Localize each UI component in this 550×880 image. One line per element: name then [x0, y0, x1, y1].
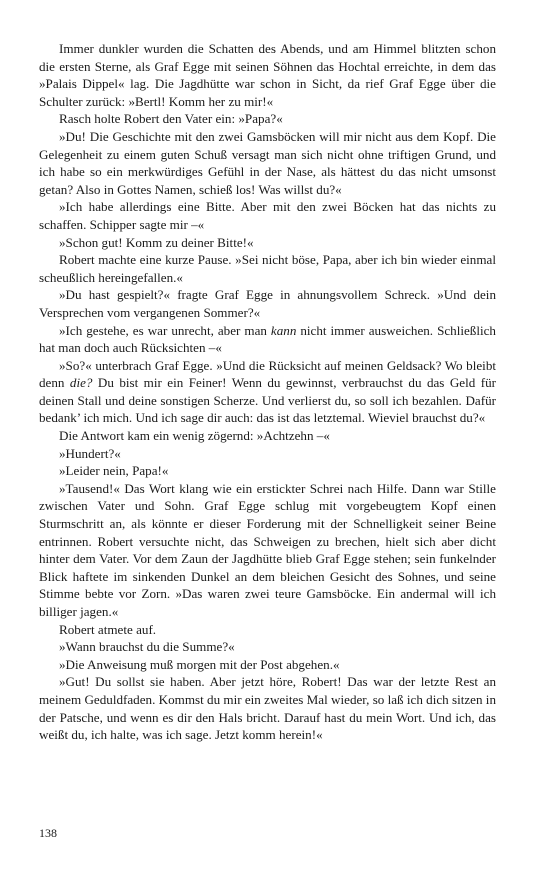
text-run: Du bist mir ein Feiner! Wenn du gewinnst, verbrauchst du das Geld für deinen Stall und deine sonstigen Scherze. Und verlierst du, so soll ich bezahlen. Dafür bedank’ ich mich. Und ich sage dir auch: das ist das letztemal. Wieviel brauchst du?«	[39, 375, 496, 426]
paragraph	[39, 638, 496, 656]
text-run: Immer dunkler wurden die Schatten des Abends, und am Himmel blitzten schon die ersten Sterne, als Graf Egge mit seinen Söhnen das Hochtal erreichte, in dem das »Palais Dippel« lag. Die Jagdhütte war schon in Sicht, da rief Graf Egge über die Schulter zurück: »Bertl! Komm her zu mir!«	[39, 41, 496, 109]
paragraph	[39, 40, 496, 110]
text-run: Robert atmete auf.	[59, 621, 157, 637]
text-run: Rasch holte Robert den Vater ein: »Papa?«	[59, 111, 283, 127]
page-number: 138	[39, 826, 57, 840]
paragraph	[39, 462, 496, 480]
paragraph	[39, 621, 496, 639]
paragraph	[39, 427, 496, 445]
paragraph	[39, 110, 496, 128]
paragraph	[39, 234, 496, 252]
paragraph	[39, 128, 496, 198]
paragraph	[39, 357, 496, 427]
text-run: »Tausend!« Das Wort klang wie ein erstickter Schrei nach Hilfe. Dann war Stille zwischen Vater und Sohn. Graf Egge schlug mit vorgebeugtem Kopf einen Sturmschritt an, als könnte er dieser Forderung mit der Schnelligkeit seiner Beine entrinnen. Robert versuchte nicht, das Schweigen zu brechen, hielt sich aber dicht hinter dem Vater. Vor dem Zaun der Jagdhütte blieb Graf Egge stehen; sein funkelnder Blick haftete im sinkenden Dunkel an dem bleichen Gesicht des Sohnes, und seine Stimme bebte vor Zorn. »Das waren zwei teure Gamsböcke. Ein andermal will ich billiger jagen.«	[39, 480, 496, 619]
text-run: Die Antwort kam ein wenig zögernd: »Achtzehn –«	[59, 428, 330, 444]
paragraph	[39, 251, 496, 286]
text-run: »Ich habe allerdings eine Bitte. Aber mit den zwei Böcken hat das nichts zu schaffen. Schipper sagte mir –«	[39, 199, 496, 232]
paragraph	[39, 480, 496, 621]
paragraph	[39, 445, 496, 463]
text-run: »Gut! Du sollst sie haben. Aber jetzt höre, Robert! Das war der letzte Rest an meinem Geduldfaden. Kommst du mir ein zweites Mal wieder, so laß ich dich sitzen in der Patsche, und wenn es dir den Hals bricht. Darauf hast du mein Wort. Und ich, das weißt du, ich halte, was ich sage. Jetzt komm herein!«	[39, 674, 496, 743]
paragraph	[39, 673, 496, 743]
text-run: »Wann brauchst du die Summe?«	[59, 639, 235, 655]
emphasis: kann	[270, 322, 297, 338]
paragraph	[39, 322, 496, 357]
text-body	[39, 40, 496, 744]
text-run: »Du hast gespielt?« fragte Graf Egge in ahnungsvollem Schreck. »Und dein Versprechen vom vergangenen Sommer?«	[39, 287, 496, 320]
paragraph	[39, 286, 496, 321]
text-run: »Hundert?«	[59, 445, 121, 461]
text-run: »Du! Die Geschichte mit den zwei Gamsböcken will mir nicht aus dem Kopf. Die Gelegenheit zu einem guten Schuß versagt man sich nicht ohne triftigen Grund, und ich habe so ein merkwürdiges Gefühl in der Nase, als hättest du das nicht umsonst getan? Also in Gottes Namen, schieß los! Was willst du?«	[39, 128, 496, 197]
text-run: nicht immer ausweichen. Schließlich hat man doch auch Rücksichten –«	[39, 322, 496, 356]
paragraph	[39, 656, 496, 674]
emphasis: die?	[69, 375, 93, 391]
text-run: Robert machte eine kurze Pause. »Sei nicht böse, Papa, aber ich bin wieder einmal scheußlich hereingefallen.«	[39, 252, 496, 285]
text-run: »Ich gestehe, es war unrecht, aber man	[59, 322, 271, 338]
text-run: »Leider nein, Papa!«	[59, 463, 169, 479]
paragraph	[39, 198, 496, 233]
text-run: »Schon gut! Komm zu deiner Bitte!«	[59, 234, 254, 250]
text-run: »So?« unterbrach Graf Egge. »Und die Rücksicht auf meinen Geldsack? Wo bleibt denn	[39, 357, 496, 391]
text-run: »Die Anweisung muß morgen mit der Post abgehen.«	[59, 656, 340, 672]
